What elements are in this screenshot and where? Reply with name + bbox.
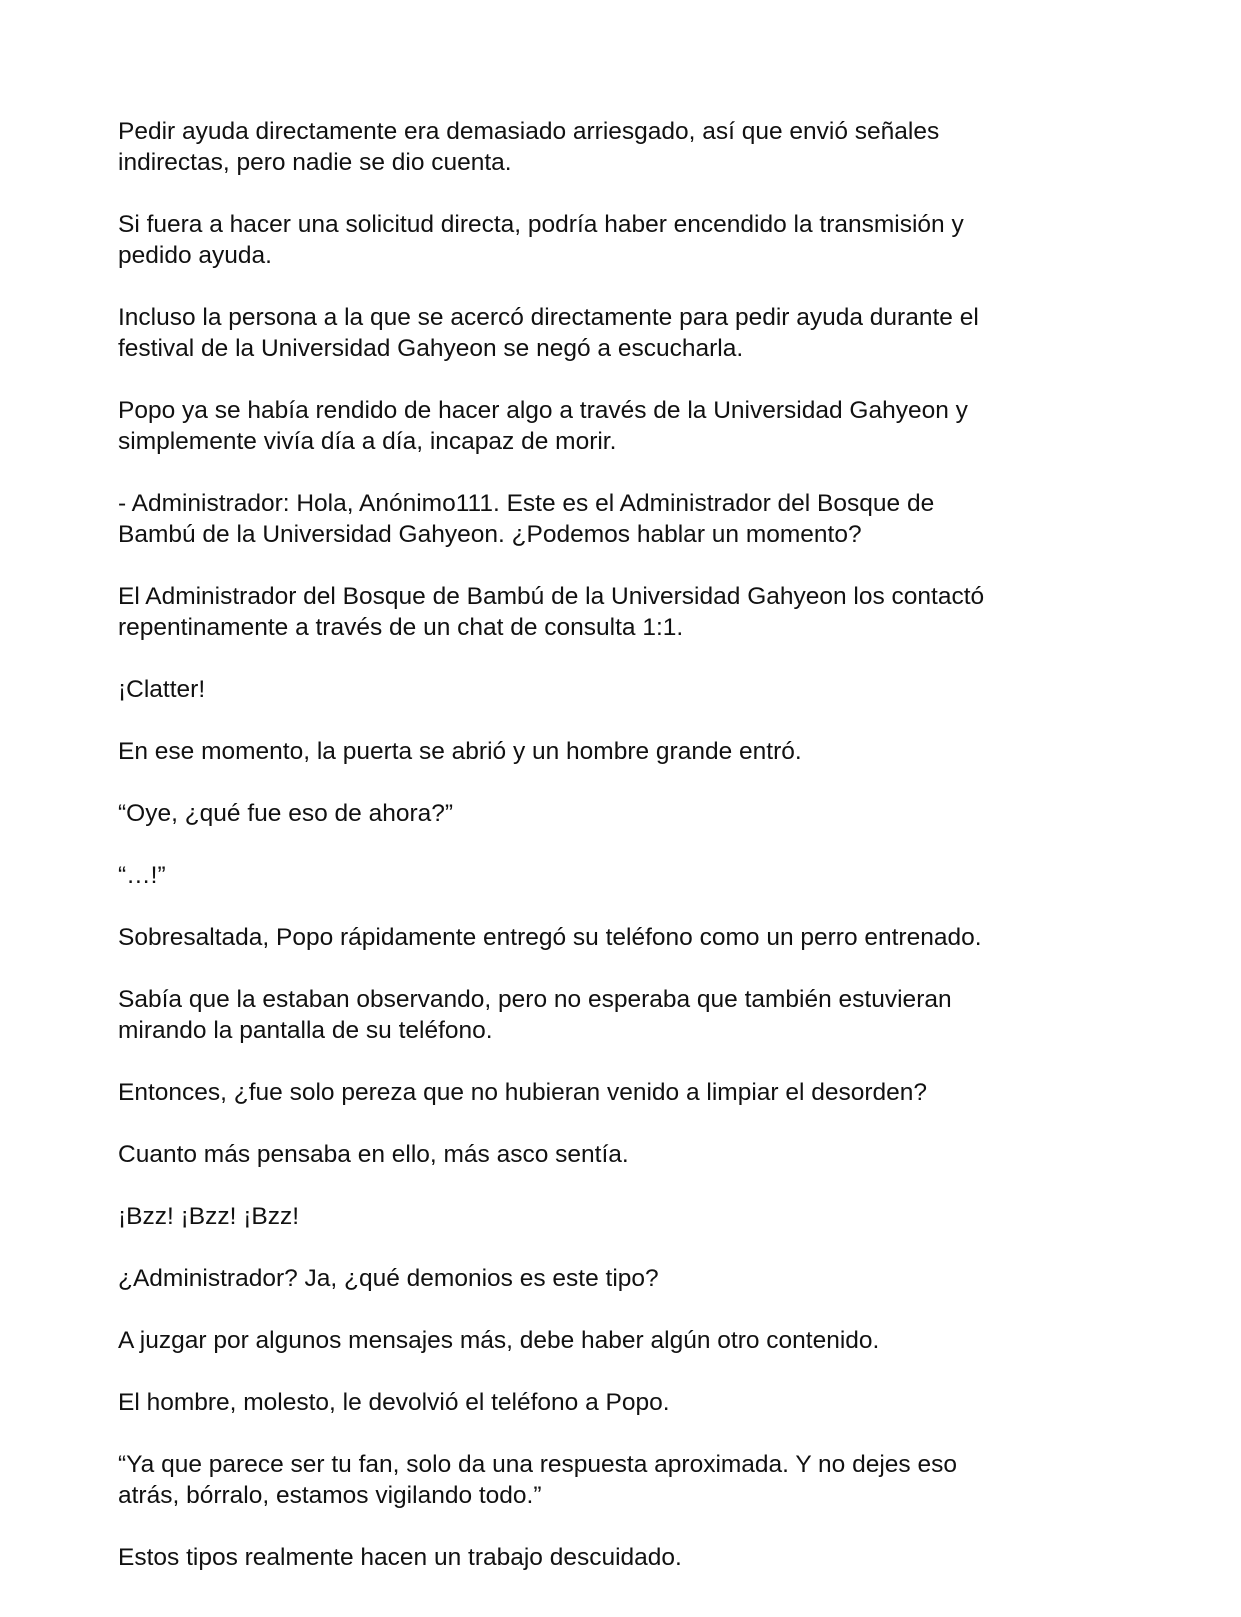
text-line: simplemente vivía día a día, incapaz de morir. bbox=[118, 428, 617, 455]
paragraph bbox=[118, 581, 1078, 643]
text-line: En ese momento, la puerta se abrió y un hombre grande entró. bbox=[118, 738, 802, 765]
text-line: Sobresaltada, Popo rápidamente entregó su teléfono como un perro entrenado. bbox=[118, 924, 982, 951]
paragraph bbox=[118, 860, 1078, 891]
paragraph bbox=[118, 1449, 1078, 1511]
text-line: atrás, bórralo, estamos vigilando todo.” bbox=[118, 1482, 542, 1509]
paragraph bbox=[118, 1139, 1078, 1170]
text-line: mirando la pantalla de su teléfono. bbox=[118, 1017, 493, 1044]
text-line: Bambú de la Universidad Gahyeon. ¿Podemos hablar un momento? bbox=[118, 521, 862, 548]
paragraph bbox=[118, 116, 1078, 178]
paragraph bbox=[118, 1542, 1078, 1573]
paragraph bbox=[118, 209, 1078, 271]
paragraph bbox=[118, 798, 1078, 829]
paragraph bbox=[118, 1201, 1078, 1232]
paragraph bbox=[118, 736, 1078, 767]
text-line: Estos tipos realmente hacen un trabajo descuidado. bbox=[118, 1544, 682, 1571]
text-line: repentinamente a través de un chat de consulta 1:1. bbox=[118, 614, 684, 641]
paragraph bbox=[118, 1325, 1078, 1356]
paragraph bbox=[118, 984, 1078, 1046]
text-line: ¡Clatter! bbox=[118, 676, 206, 703]
text-line: El hombre, molesto, le devolvió el teléfono a Popo. bbox=[118, 1389, 670, 1416]
paragraph bbox=[118, 1077, 1078, 1108]
text-line: indirectas, pero nadie se dio cuenta. bbox=[118, 149, 512, 176]
text-line: Incluso la persona a la que se acercó directamente para pedir ayuda durante el bbox=[118, 304, 979, 331]
paragraph bbox=[118, 674, 1078, 705]
text-line: ¿Administrador? Ja, ¿qué demonios es este tipo? bbox=[118, 1265, 659, 1292]
paragraph bbox=[118, 302, 1078, 364]
text-line: “…!” bbox=[118, 862, 166, 889]
text-line: Pedir ayuda directamente era demasiado arriesgado, así que envió señales bbox=[118, 118, 940, 145]
text-line: Si fuera a hacer una solicitud directa, podría haber encendido la transmisión y bbox=[118, 211, 964, 238]
text-line: Cuanto más pensaba en ello, más asco sentía. bbox=[118, 1141, 629, 1168]
text-line: festival de la Universidad Gahyeon se negó a escucharla. bbox=[118, 335, 744, 362]
text-line: Entonces, ¿fue solo pereza que no hubieran venido a limpiar el desorden? bbox=[118, 1079, 928, 1106]
text-line: “Oye, ¿qué fue eso de ahora?” bbox=[118, 800, 454, 827]
paragraph bbox=[118, 922, 1078, 953]
text-line: El Administrador del Bosque de Bambú de la Universidad Gahyeon los contactó bbox=[118, 583, 985, 610]
paragraph bbox=[118, 395, 1078, 457]
paragraph bbox=[118, 1263, 1078, 1294]
text-line: “Ya que parece ser tu fan, solo da una respuesta aproximada. Y no dejes eso bbox=[118, 1451, 957, 1478]
text-line: Sabía que la estaban observando, pero no esperaba que también estuvieran bbox=[118, 986, 952, 1013]
text-line: pedido ayuda. bbox=[118, 242, 272, 269]
document-body bbox=[118, 116, 1078, 1604]
text-line: A juzgar por algunos mensajes más, debe haber algún otro contenido. bbox=[118, 1327, 880, 1354]
text-line: Popo ya se había rendido de hacer algo a través de la Universidad Gahyeon y bbox=[118, 397, 968, 424]
paragraph bbox=[118, 488, 1078, 550]
text-line: ¡Bzz! ¡Bzz! ¡Bzz! bbox=[118, 1203, 300, 1230]
paragraph bbox=[118, 1387, 1078, 1418]
text-line: - Administrador: Hola, Anónimo111. Este es el Administrador del Bosque de bbox=[118, 490, 935, 517]
